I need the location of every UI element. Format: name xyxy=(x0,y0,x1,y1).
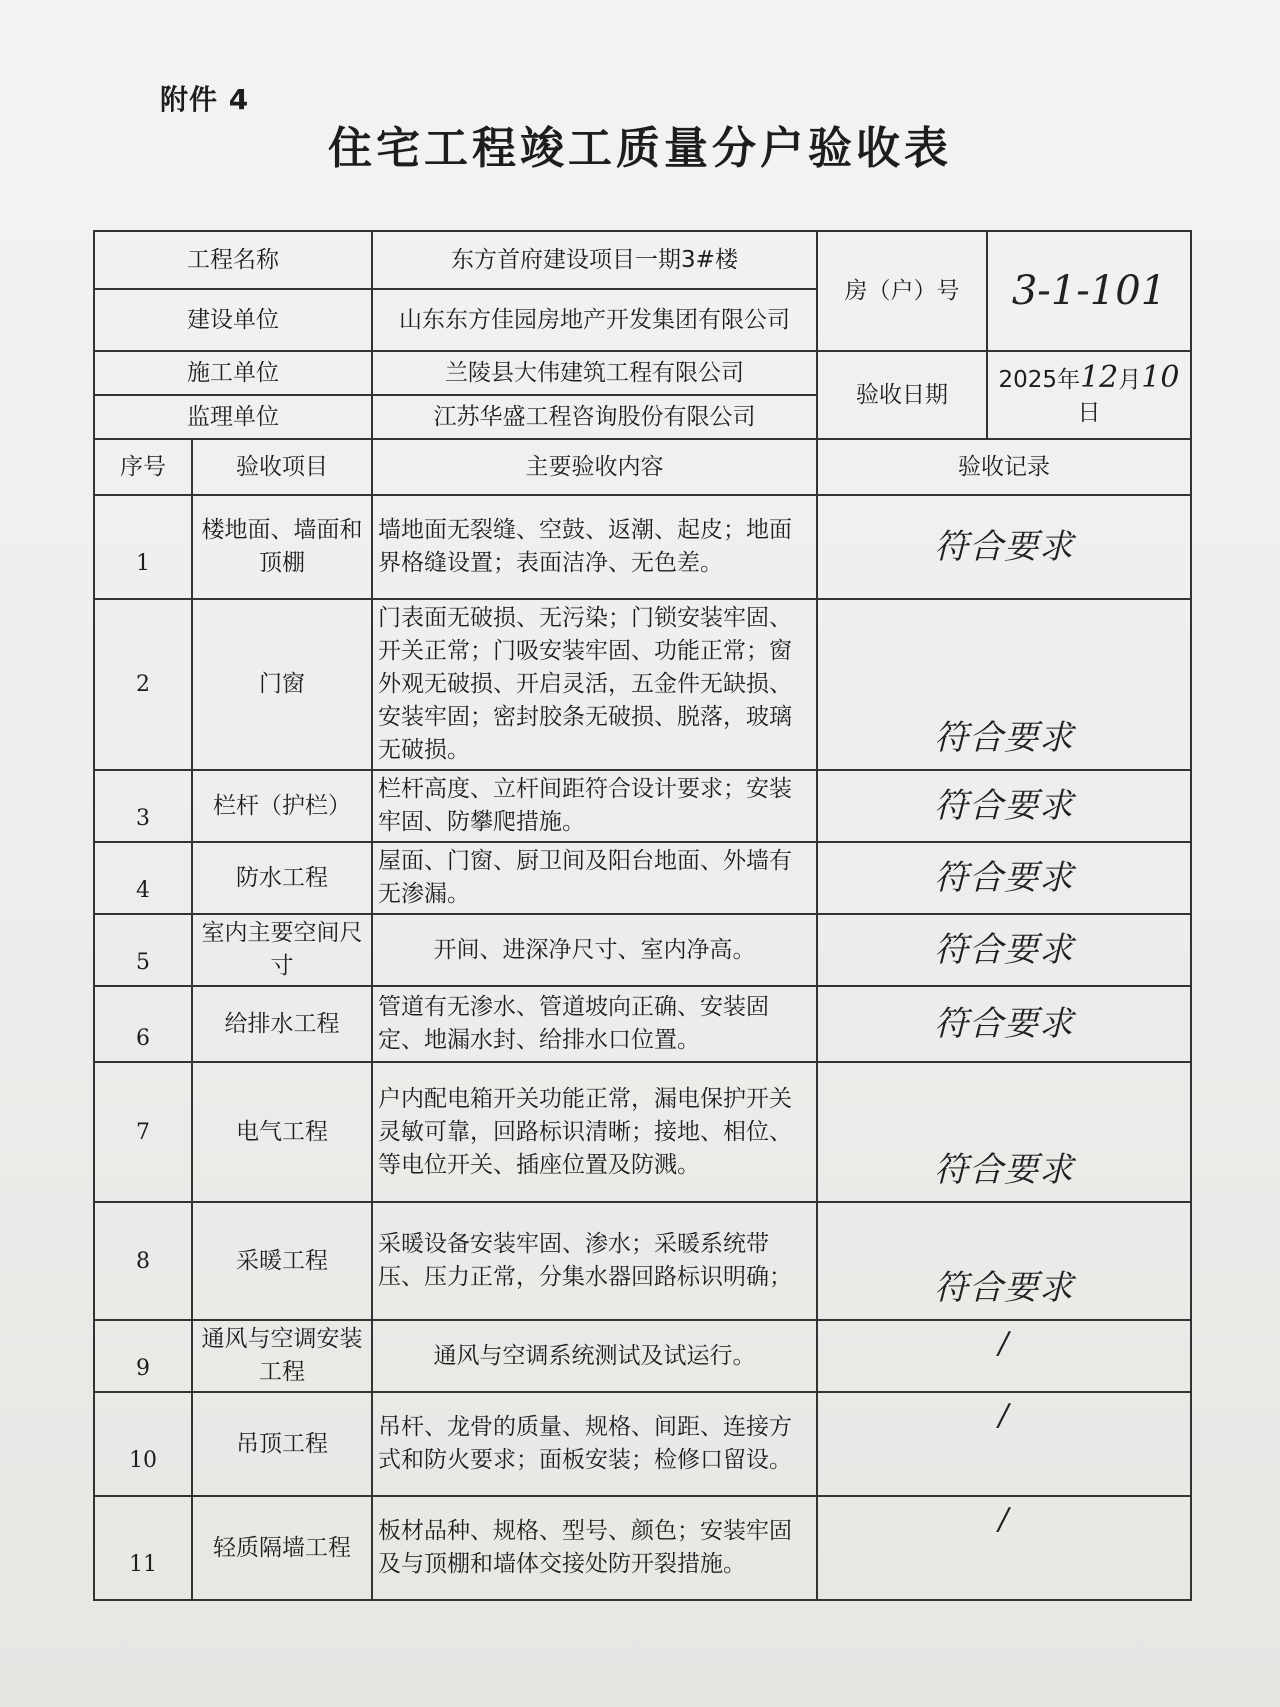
row-no: 9 xyxy=(94,1320,192,1392)
row-record: 符合要求 xyxy=(817,599,1191,770)
row-no: 2 xyxy=(94,599,192,770)
acceptance-table xyxy=(93,230,1192,1601)
row-record: 符合要求 xyxy=(817,1202,1191,1320)
row-content: 板材品种、规格、型号、颜色；安装牢固及与顶棚和墙体交接处防开裂措施。 xyxy=(372,1496,817,1600)
col-header-no: 序号 xyxy=(94,439,192,495)
row-record: / xyxy=(817,1320,1191,1392)
row-content: 屋面、门窗、厨卫间及阳台地面、外墙有无渗漏。 xyxy=(372,842,817,914)
date-month: 12 xyxy=(1080,359,1119,395)
supervisor-value: 江苏华盛工程咨询股份有限公司 xyxy=(372,395,817,439)
row-content: 栏杆高度、立杆间距符合设计要求；安装牢固、防攀爬措施。 xyxy=(372,770,817,842)
row-item: 吊顶工程 xyxy=(192,1392,372,1496)
col-header-record: 验收记录 xyxy=(817,439,1191,495)
row-no: 10 xyxy=(94,1392,192,1496)
row-record: 符合要求 xyxy=(817,986,1191,1062)
builder-label: 建设单位 xyxy=(94,289,372,351)
document-title: 住宅工程竣工质量分户验收表 xyxy=(328,123,952,174)
row-no: 3 xyxy=(94,770,192,842)
row-record: / xyxy=(817,1496,1191,1600)
row-record: / xyxy=(817,1392,1191,1496)
row-item: 楼地面、墙面和顶棚 xyxy=(192,495,372,599)
row-item: 通风与空调安装工程 xyxy=(192,1320,372,1392)
attachment-label: 附件 4 xyxy=(160,83,250,116)
room-number-label: 房（户）号 xyxy=(817,231,987,351)
row-content: 开间、进深净尺寸、室内净高。 xyxy=(372,914,817,986)
row-content: 户内配电箱开关功能正常，漏电保护开关灵敏可靠，回路标识清晰；接地、相位、等电位开关、插座位置及防溅。 xyxy=(372,1062,817,1202)
row-item: 栏杆（护栏） xyxy=(192,770,372,842)
row-content: 门表面无破损、无污染；门锁安装牢固、开关正常；门吸安装牢固、功能正常；窗外观无破损、开启灵活，五金件无缺损、 安装牢固；密封胶条无破损、脱落，玻璃无破损。 xyxy=(372,599,817,770)
row-item: 防水工程 xyxy=(192,842,372,914)
date-year: 2025年 xyxy=(998,366,1081,393)
row-content: 管道有无渗水、管道坡向正确、安装固定、地漏水封、给排水口位置。 xyxy=(372,986,817,1062)
project-name-value: 东方首府建设项目一期3#楼 xyxy=(372,231,817,289)
col-header-content: 主要验收内容 xyxy=(372,439,817,495)
row-item: 室内主要空间尺寸 xyxy=(192,914,372,986)
row-record: 符合要求 xyxy=(817,770,1191,842)
contractor-label: 施工单位 xyxy=(94,351,372,395)
acceptance-date xyxy=(987,351,1191,439)
row-item: 门窗 xyxy=(192,599,372,770)
row-record: 符合要求 xyxy=(817,1062,1191,1202)
row-record: 符合要求 xyxy=(817,842,1191,914)
row-item: 给排水工程 xyxy=(192,986,372,1062)
row-no: 6 xyxy=(94,986,192,1062)
project-name-label: 工程名称 xyxy=(94,231,372,289)
row-no: 4 xyxy=(94,842,192,914)
row-no: 5 xyxy=(94,914,192,986)
row-item: 采暖工程 xyxy=(192,1202,372,1320)
row-record: 符合要求 xyxy=(817,495,1191,599)
row-no: 8 xyxy=(94,1202,192,1320)
room-number-value: 3-1-101 xyxy=(987,231,1191,351)
row-item: 电气工程 xyxy=(192,1062,372,1202)
row-content: 吊杆、龙骨的质量、规格、间距、连接方式和防火要求；面板安装；检修口留设。 xyxy=(372,1392,817,1496)
row-no: 1 xyxy=(94,495,192,599)
row-no: 11 xyxy=(94,1496,192,1600)
row-item: 轻质隔墙工程 xyxy=(192,1496,372,1600)
date-label: 验收日期 xyxy=(817,351,987,439)
builder-value: 山东东方佳园房地产开发集团有限公司 xyxy=(372,289,817,351)
date-day-unit: 日 xyxy=(1077,399,1101,426)
row-record: 符合要求 xyxy=(817,914,1191,986)
supervisor-label: 监理单位 xyxy=(94,395,372,439)
row-content: 通风与空调系统测试及试运行。 xyxy=(372,1320,817,1392)
row-no: 7 xyxy=(94,1062,192,1202)
col-header-item: 验收项目 xyxy=(192,439,372,495)
date-month-unit: 月 xyxy=(1118,366,1142,393)
date-day: 10 xyxy=(1141,359,1180,395)
row-content: 墙地面无裂缝、空鼓、返潮、起皮；地面界格缝设置；表面洁净、无色差。 xyxy=(372,495,817,599)
row-content: 采暖设备安装牢固、渗水；采暖系统带压、压力正常，分集水器回路标识明确； xyxy=(372,1202,817,1320)
contractor-value: 兰陵县大伟建筑工程有限公司 xyxy=(372,351,817,395)
